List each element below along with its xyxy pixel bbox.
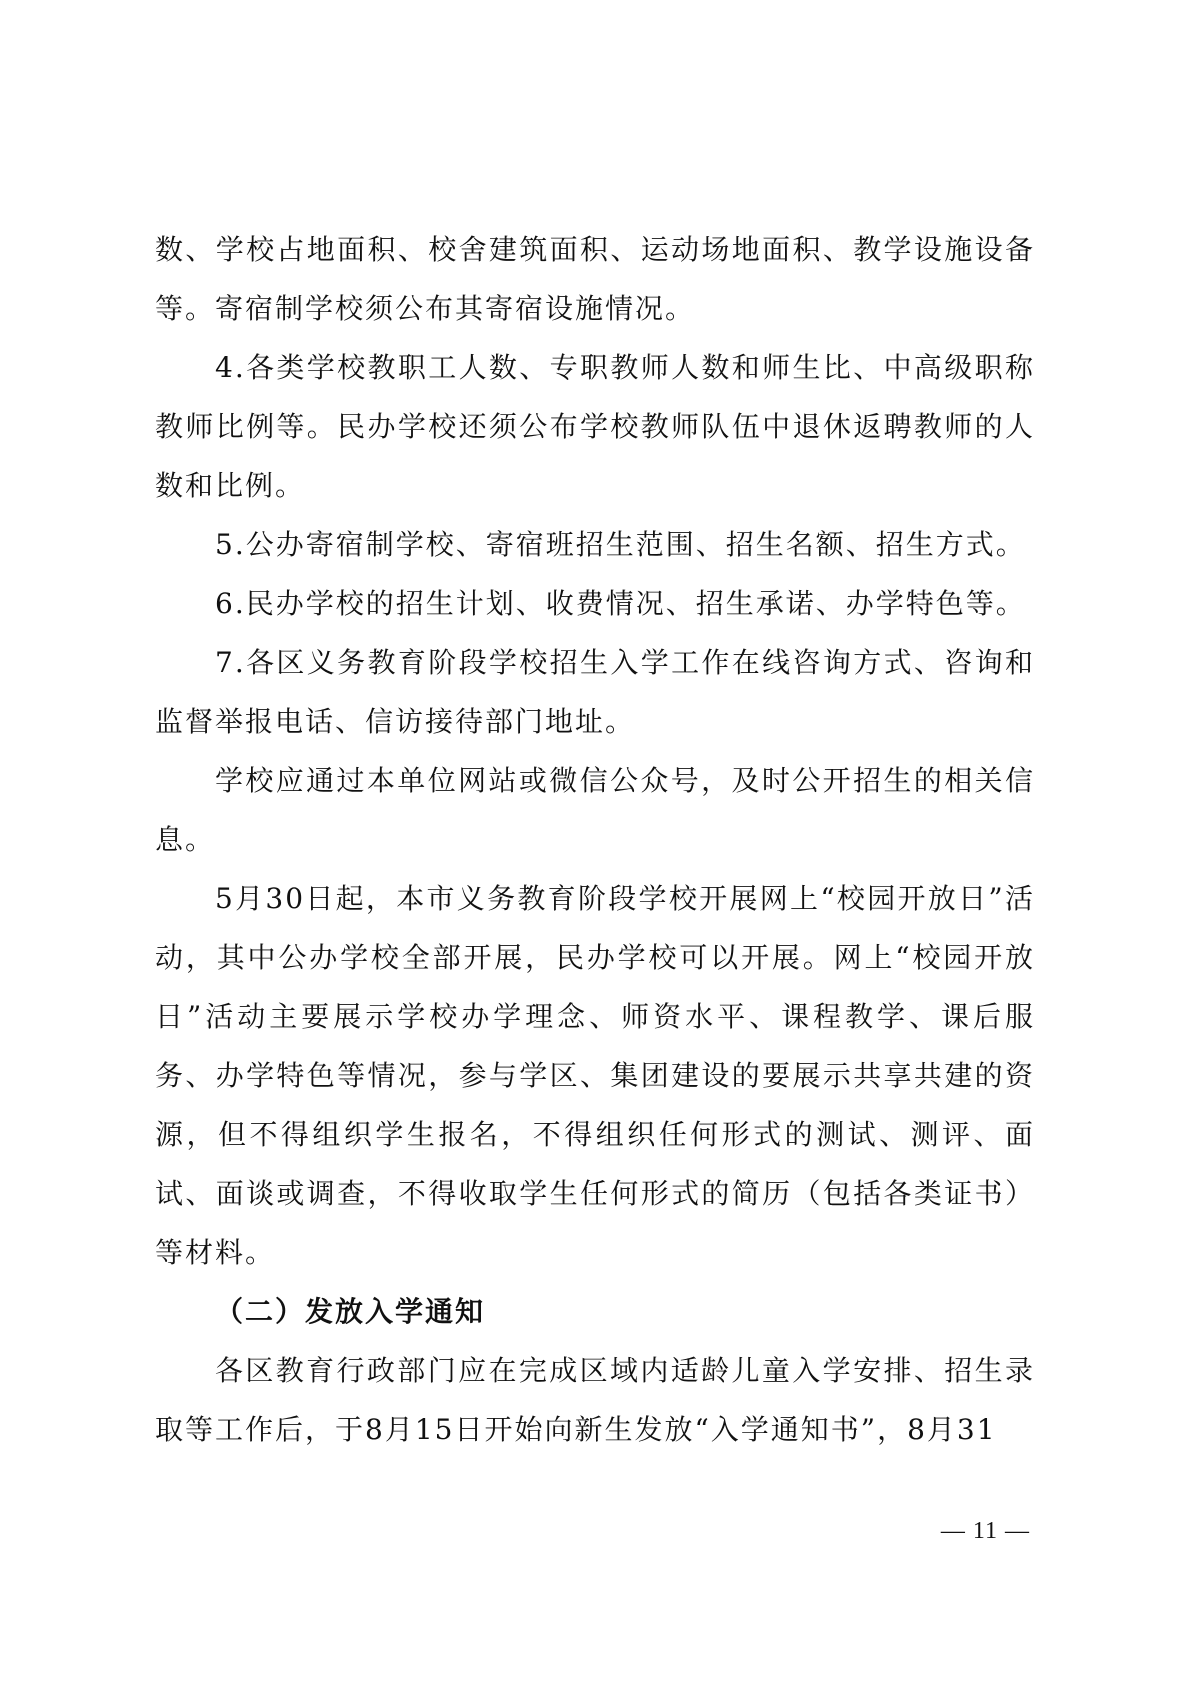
paragraph-school-disclosure: 学校应通过本单位网站或微信公众号，及时公开招生的相关信息。 (155, 764, 1035, 856)
page-number: — 11 — (940, 1518, 1030, 1544)
paragraph-item-7: 7.各区义务教育阶段学校招生入学工作在线咨询方式、咨询和监督举报电话、信访接待部门地址。 (155, 646, 1035, 738)
paragraph-admission-notice: 各区教育行政部门应在完成区域内适龄儿童入学安排、招生录取等工作后，于8月15日开始向新生发放“入学通知书”，8月31 (155, 1354, 1035, 1446)
paragraph-item-4: 4.各类学校教职工人数、专职教师人数和师生比、中高级职称教师比例等。民办学校还须公布学校教师队伍中退休返聘教师的人数和比例。 (155, 351, 1035, 502)
paragraph-open-day: 5月30日起，本市义务教育阶段学校开展网上“校园开放日”活动，其中公办学校全部开展，民办学校可以开展。网上“校园开放日”活动主要展示学校办学理念、师资水平、课程教学、课后服务、办学特色等情况，参与学区、集团建设的要展示共享共建的资源，但不得组织学生报名，不得组织任何形式的测试、测评、面试、面谈或调查，不得收取学生任何形式的简历（包括各类证书）等材料。 (155, 882, 1035, 1269)
document-body (155, 220, 1035, 1459)
section-heading: （二）发放入学通知 (215, 1295, 486, 1328)
paragraph-item-6: 6.民办学校的招生计划、收费情况、招生承诺、办学特色等。 (215, 587, 1026, 620)
paragraph-item-5: 5.公办寄宿制学校、寄宿班招生范围、招生名额、招生方式。 (215, 528, 1026, 561)
paragraph-continuation: 数、学校占地面积、校舍建筑面积、运动场地面积、教学设施设备等。寄宿制学校须公布其寄宿设施情况。 (155, 233, 1035, 325)
